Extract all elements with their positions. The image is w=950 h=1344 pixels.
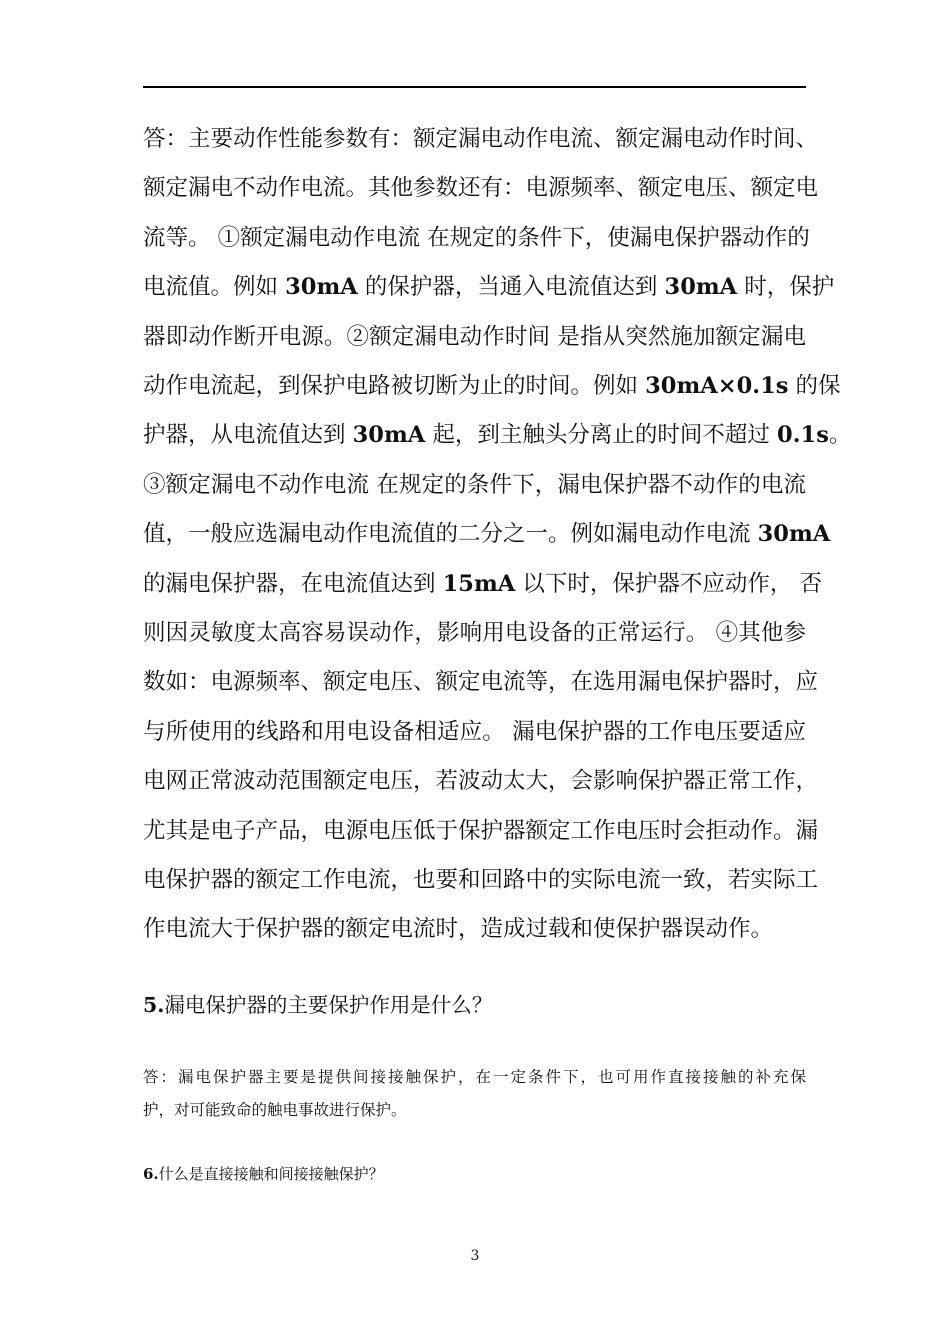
answer-line [143,519,831,549]
text-run: 电流值。例如 [143,274,286,300]
text-run: ③额定漏电不动作电流 在规定的条件下，漏电保护器不动作的电流 [143,472,806,498]
text-run: 时，保护 [737,274,835,300]
text-run: 的保 [788,373,841,399]
question-6-text: 什么是直接接触和间接接触保护？ [158,1165,384,1183]
bold-value: 30mA [285,274,358,300]
text-run: 值，一般应选漏电动作电流值的二分之一。例如漏电动作电流 [143,521,758,547]
text-run: 电保护器的额定工作电流，也要和回路中的实际电流一致，若实际工 [143,867,819,893]
answer-line [143,272,835,302]
answer-line [143,420,852,450]
question-5-answer-line-2: 护，对可能致命的触电事故进行保护。 [143,1101,407,1119]
answer-line [143,865,819,895]
text-run: 答：主要动作性能参数有：额定漏电动作电流、额定漏电动作时间、 [143,126,819,152]
answer-line [143,569,823,599]
bold-value: 0.1s [777,422,829,448]
text-run: 的保护器，当通入电流值达到 [357,274,665,300]
question-6-heading [143,1159,806,1189]
text-run: 护器，从电流值达到 [143,422,353,448]
header-rule [143,86,806,88]
text-run: 额定漏电不动作电流。其他参数还有：电源频率、额定电压、额定电 [143,175,819,201]
text-run: 的漏电保护器，在电流值达到 [143,571,443,597]
page-number: 3 [470,1248,480,1264]
text-run: 器即动作断开电源。②额定漏电动作时间 是指从突然施加额定漏电 [143,324,806,350]
answer-line [143,322,806,352]
answer-line [143,914,806,944]
answer-line [143,124,819,154]
answer-line [143,223,810,253]
answer-line [143,173,819,203]
question-6-number: 6. [143,1165,159,1183]
answer-line [143,667,819,697]
question-5-heading [143,990,806,1020]
question-5-answer-line-1: 答：漏电保护器主要是提供间接接触保护，在一定条件下，也可用作直接接触的补充保 [143,1068,806,1086]
answer-line [143,717,806,747]
bold-value: 30mA [757,521,831,547]
text-run: 。 [828,422,852,448]
answer-line [143,766,819,796]
bold-value: 30mA [664,274,738,300]
question-5-number: 5. [143,993,165,1017]
bold-value: 15mA [442,571,516,597]
bold-value: 30mA×0.1s [645,373,789,399]
text-run: 数如：电源频率、额定电压、额定电流等，在选用漏电保护器时，应 [143,669,819,695]
text-run: 尤其是电子产品，电源电压低于保护器额定工作电压时会拒动作。漏 [143,818,819,844]
text-run: 动作电流起，到保护电路被切断为止的时间。例如 [143,373,646,399]
text-run: 则因灵敏度太高容易误动作，影响用电设备的正常运行。 ④其他参 [143,620,806,646]
answer-line [143,371,841,401]
text-run: 作电流大于保护器的额定电流时，造成过载和使保护器误动作。 [143,916,774,942]
question-5-text: 漏电保护器的主要保护作用是什么？ [164,993,493,1017]
text-run: 以下时，保护器不应动作， 否 [515,571,823,597]
text-run: 流等。 ①额定漏电动作电流 在规定的条件下，使漏电保护器动作的 [143,225,810,251]
text-run: 与所使用的线路和用电设备相适应。 漏电保护器的工作电压要适应 [143,719,806,745]
text-run: 起，到主触头分离止的时间不超过 [425,422,778,448]
text-run: 电网正常波动范围额定电压，若波动太大，会影响保护器正常工作， [143,768,819,794]
bold-value: 30mA [352,422,426,448]
answer-line [143,816,819,846]
answer-line [143,618,806,648]
answer-line [143,470,806,500]
